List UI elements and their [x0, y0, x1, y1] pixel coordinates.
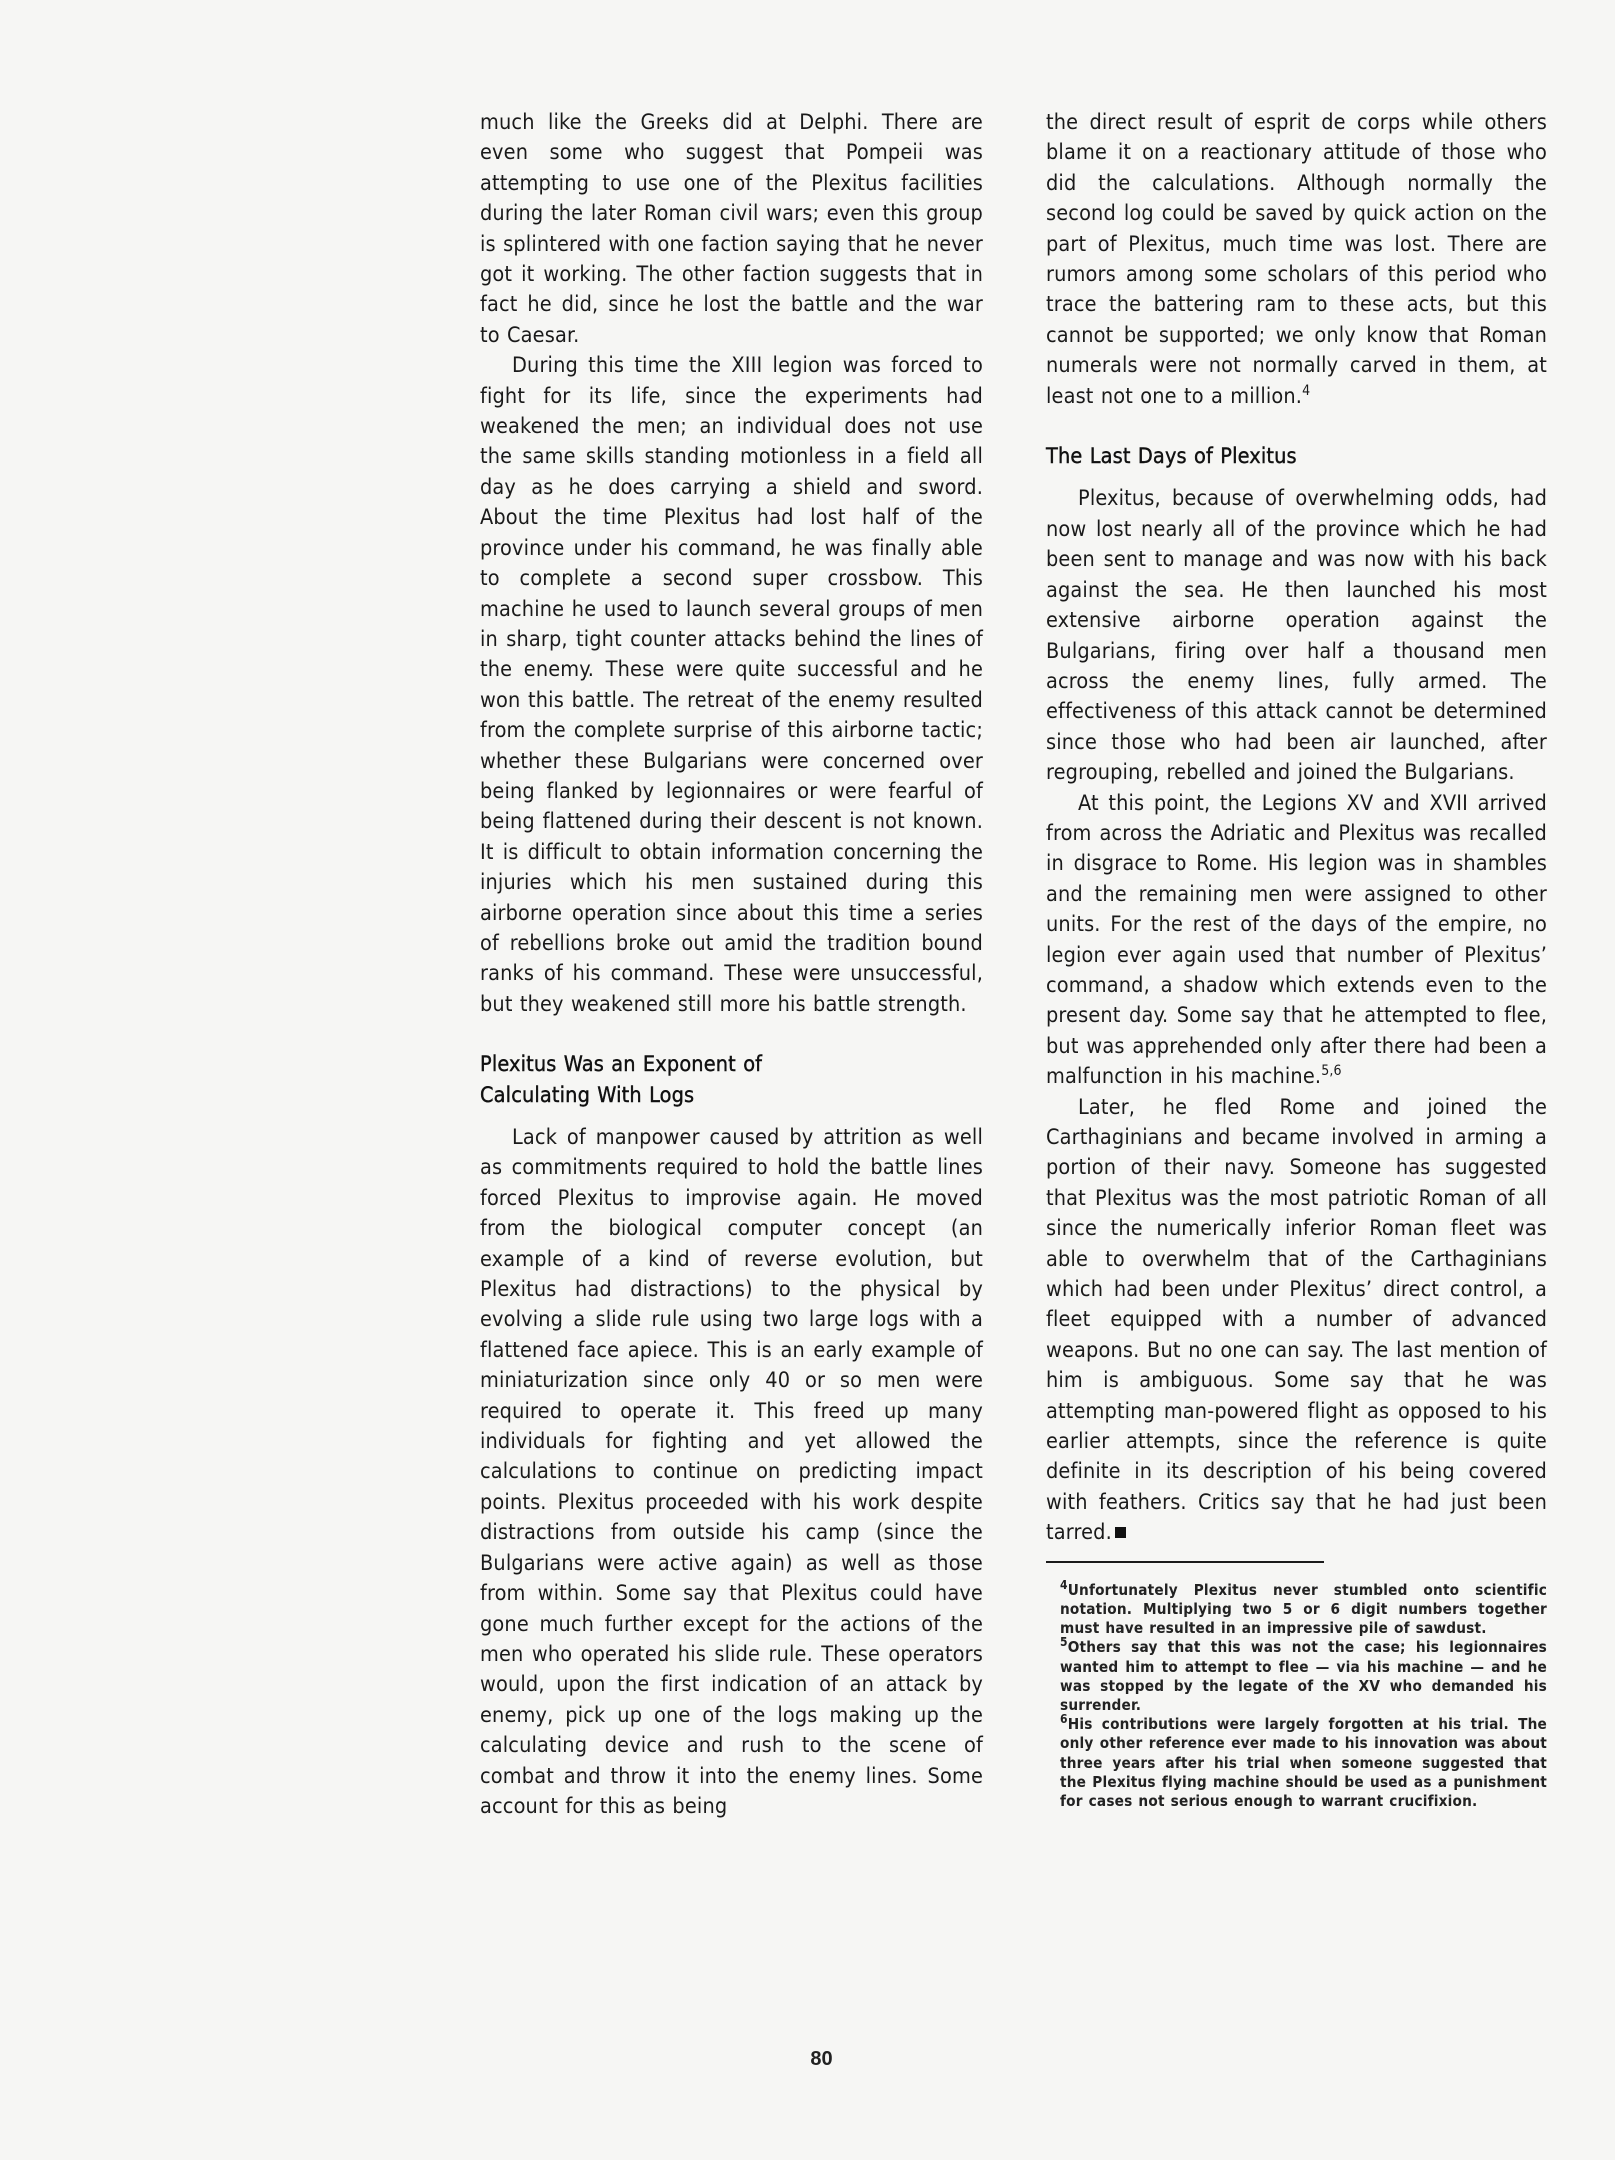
paragraph-text: the direct result of esprit de corps while others blame it on a reactionary attitude of those who did the calculations. Although normally the second log could be saved by quick action on the part of Plexitus, much time was lost. There are rumors among some scholars of this period who trace the battering ram to these acts, but this cannot be supported; we only know that Roman numerals were not normally carved in them, at least not one to a million.: [1046, 110, 1547, 409]
section-heading: The Last Days of Plexitus: [1046, 444, 1297, 470]
paragraph: Lack of manpower caused by attrition as well as commitments required to hold the battle lines forced Plexitus to improvise again. He moved from the biological computer concept (an example of a kind of reverse evolution, but Plexitus had distractions) to the physical by evolving a slide rule using two large logs with a flattened face apiece. This is an early example of miniaturization since only 40 or so men were required to operate it. This freed up many individuals for fighting and yet allowed the calculations to continue on predicting impact points. Plexitus proceeded with his work despite distractions from outside his camp (since the Bulgarians were active again) as well as those from within. Some say that Plexitus could have gone much further except for the actions of the men who operated his slide rule. These operators would, upon the first indication of an attack by enemy, pick up one of the logs making up the calculating device and rush to the scene of combat and throw it into the enemy lines. Some account for this as being: [480, 1125, 983, 1819]
footnote-ref[interactable]: 5,6: [1321, 1063, 1342, 1080]
paragraph: much like the Greeks did at Delphi. There are even some who suggest that Pompeii was attempting to use one of the Plexitus facilities during the later Roman civil wars; even this group is splintered with one faction saying that he never got it working. The other faction suggests that in fact he did, since he lost the battle and the war to Caesar.: [480, 110, 983, 348]
heading-line: Plexitus Was an Exponent of: [480, 1052, 763, 1078]
paragraph: During this time the XIII legion was forced to fight for its life, since the experiments had weakened the men; an individual does not use the same skills standing motionless in a field all day as he does carrying a shield and sword. About the time Plexitus had lost half of the province under his command, he was finally able to complete a second super crossbow. This machine he used to launch several groups of men in sharp, tight counter attacks behind the lines of the enemy. These were quite successful and he won this battle. The retreat of the enemy resulted from the complete surprise of this airborne tactic; whether these Bulgarians were concerned over being flanked by legionnaires or were fearful of being flattened during their descent is not known. It is difficult to obtain information concerning the injuries which his men sustained during this airborne operation since about this time a series of rebellions broke out amid the tradition bound ranks of his command. These were unsuccessful, but they weakened still more his battle strength.: [480, 353, 983, 1017]
footnote: [1046, 1712, 1547, 1811]
footnote-ref[interactable]: 4: [1302, 382, 1311, 399]
right-column: [1046, 108, 1547, 1811]
section-heading: [480, 1050, 983, 1111]
footnote-text: His contributions were largely forgotten at his trial. The only other reference ever made to his innovation was about three years after his trial when someone suggested that the Plexitus flying machine should be used as a punishment for cases not serious enough to warrant crucifixion.: [1060, 1715, 1547, 1810]
footnote-text: Others say that this was not the case; his legionnaires wanted him to attempt to flee — via his machine — and he was stopped by the legate of the XV who demanded his surrender.: [1060, 1638, 1547, 1714]
footnote-text: Unfortunately Plexitus never stumbled onto scientific notation. Multiplying two 5 or 6 digit numbers together must have resulted in an impressive pile of sawdust.: [1060, 1580, 1547, 1638]
paragraph: [1046, 789, 1547, 1093]
footnote: [1046, 1577, 1547, 1639]
paragraph: [1046, 108, 1547, 412]
paragraph-text: Later, he fled Rome and joined the Carthaginians and became involved in arming a portion of their navy. Someone has suggested that Plexitus was the most patriotic Roman of all since the numerically inferior Roman fleet was able to overwhelm that of the Carthaginians which had been under Plexitus’ direct control, a fleet equipped with a number of advanced weapons. But no one can say. The last mention of him is ambiguous. Some say that he was attempting man-powered flight as opposed to his earlier attempts, since the reference is quite definite in its description of his being covered with feathers. Critics say that he had just been tarred.: [1046, 1094, 1547, 1546]
footnote-number: 6: [1060, 1712, 1068, 1727]
left-column: [480, 108, 983, 1822]
paragraph: [1046, 1093, 1547, 1549]
footnote-divider: [1046, 1561, 1324, 1563]
footnote: [1046, 1635, 1547, 1715]
paragraph: Plexitus, because of overwhelming odds, had now lost nearly all of the province which he had been sent to manage and was now with his back against the sea. He then launched his most extensive airborne operation against the Bulgarians, firing over half a thousand men across the enemy lines, fully armed. The effectiveness of this attack cannot be determined since those who had been air launched, after regrouping, rebelled and joined the Bulgarians.: [1046, 486, 1547, 786]
page-number: 80: [810, 2048, 833, 2070]
paragraph-text: At this point, the Legions XV and XVII arrived from across the Adriatic and Plexitus was recalled in disgrace to Rome. His legion was in shambles and the remaining men were assigned to other units. For the rest of the days of the empire, no legion ever again used that number of Plexitus’ command, a shadow which extends even to the present day. Some say that he attempted to flee, but was apprehended only after there had been a malfunction in his machine.: [1046, 790, 1547, 1090]
footnote-number: 4: [1060, 1577, 1068, 1592]
heading-line: Calculating With Logs: [480, 1082, 695, 1108]
footnote-number: 5: [1060, 1635, 1068, 1650]
end-mark-icon: [1115, 1527, 1126, 1538]
